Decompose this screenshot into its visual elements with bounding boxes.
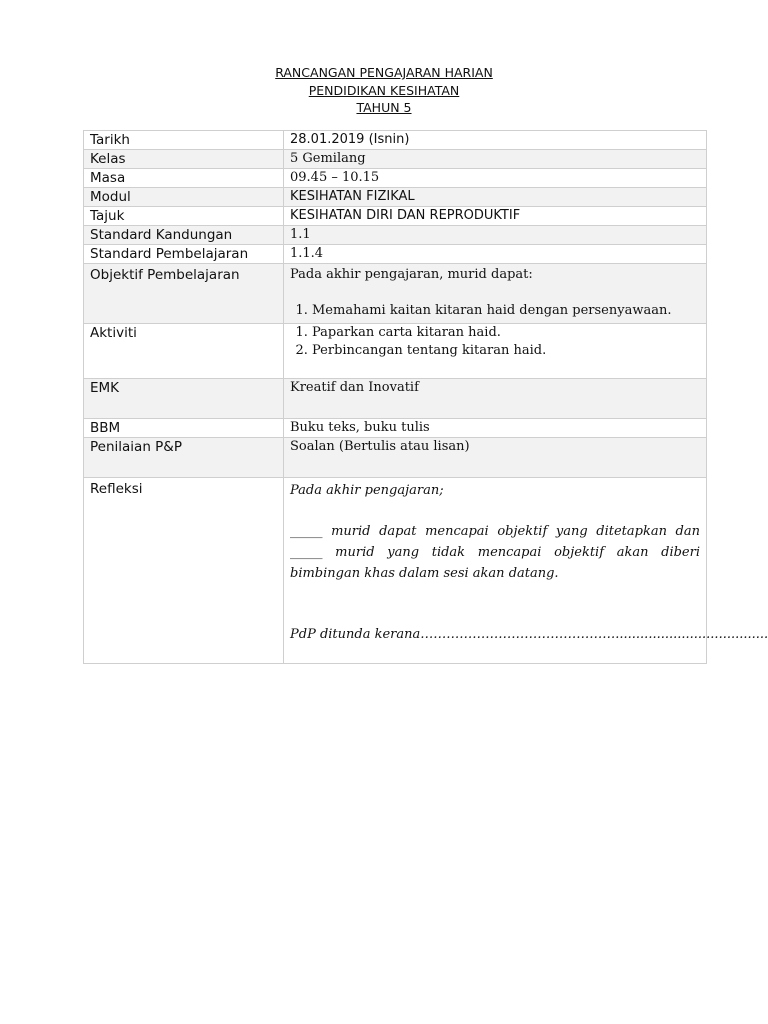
label-modul: Modul [84,188,284,207]
value-refleksi [284,478,768,664]
row-standard-kandungan [84,226,707,245]
value-standard-kandungan: 1.1 [284,226,707,245]
row-bbm [84,419,707,438]
value-tarikh: 28.01.2019 (Isnin) [284,131,707,150]
value-emk: Kreatif dan Inovatif [284,379,707,419]
row-aktiviti [84,324,707,379]
objektif-list [290,302,700,320]
objektif-intro: Pada akhir pengajaran, murid dapat: [290,267,533,282]
objektif-item: 1. Memahami kaitan kitaran haid dengan persenyawaan. [312,302,700,320]
label-tajuk: Tajuk [84,207,284,226]
value-modul: KESIHATAN FIZIKAL [284,188,707,207]
value-standard-pembelajaran: 1.1.4 [284,245,707,264]
refleksi-closing: PdP ditunda kerana………………………………………..................................... [290,627,768,642]
row-tarikh [84,131,707,150]
label-standard-kandungan: Standard Kandungan [84,226,284,245]
value-objektif [284,264,707,324]
label-objektif: Objektif Pembelajaran [84,264,284,324]
row-tajuk [84,207,707,226]
doc-year: TAHUN 5 [356,100,412,115]
doc-subject: PENDIDIKAN KESIHATAN [308,82,460,98]
aktiviti-list [290,324,700,360]
aktiviti-item: 1. Paparkan carta kitaran haid. [312,324,700,342]
label-standard-pembelajaran: Standard Pembelajaran [84,245,284,264]
row-refleksi [84,478,707,664]
row-standard-pembelajaran [84,245,707,264]
label-penilaian: Penilaian P&P [84,438,284,478]
row-masa [84,169,707,188]
lesson-plan-table [83,130,768,664]
label-emk: EMK [84,379,284,419]
label-kelas: Kelas [84,150,284,169]
value-masa: 09.45 – 10.15 [284,169,707,188]
value-bbm: Buku teks, buku tulis [284,419,707,438]
label-refleksi: Refleksi [84,478,284,664]
refleksi-intro: Pada akhir pengajaran; [290,483,444,498]
label-bbm: BBM [84,419,284,438]
value-kelas: 5 Gemilang [284,150,707,169]
label-tarikh: Tarikh [84,131,284,150]
row-penilaian [84,438,707,478]
doc-title: RANCANGAN PENGAJARAN HARIAN [275,65,493,80]
document-header [0,64,768,117]
value-tajuk: KESIHATAN DIRI DAN REPRODUKTIF [284,207,707,226]
label-aktiviti: Aktiviti [84,324,284,379]
refleksi-paragraph: _____ murid dapat mencapai objektif yang ditetapkan dan _____ murid yang tidak mencapai objektif akan diberi bimbingan khas dalam sesi akan datang. [290,524,700,581]
row-emk [84,379,707,419]
value-aktiviti [284,324,707,379]
row-modul [84,188,707,207]
value-penilaian: Soalan (Bertulis atau lisan) [284,438,707,478]
aktiviti-item: 2. Perbincangan tentang kitaran haid. [312,342,700,360]
row-objektif [84,264,707,324]
row-kelas [84,150,707,169]
label-masa: Masa [84,169,284,188]
